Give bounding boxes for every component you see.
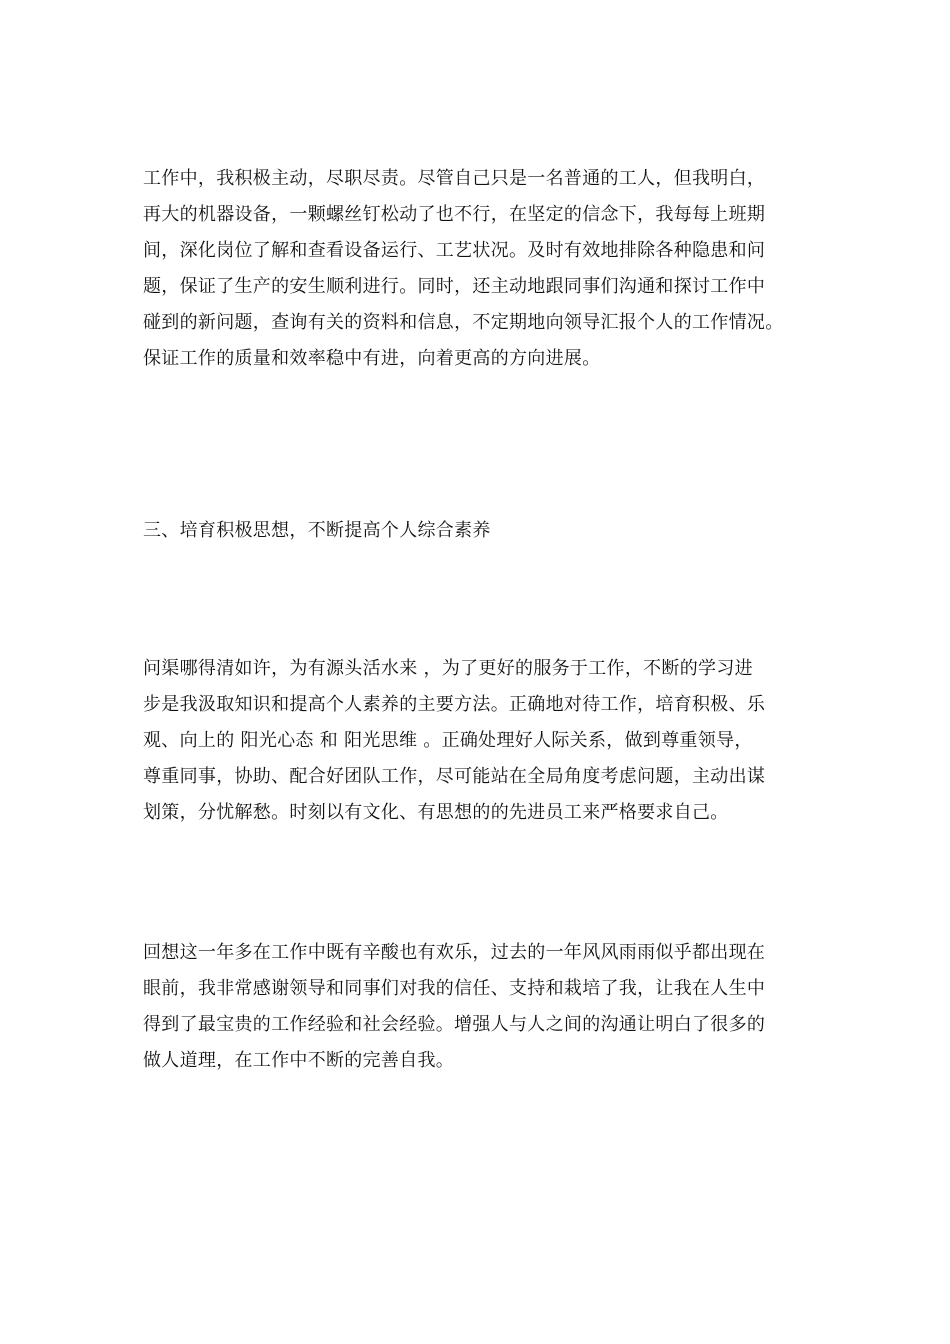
text-line: 再大的机器设备，一颗螺丝钉松动了也不行，在坚定的信念下，我每每上班期 — [143, 204, 766, 225]
text-line: 划策，分忧解愁。时刻以有文化、有思想的的先进员工来严格要求自己。 — [143, 802, 729, 823]
text-line: 观、向上的 阳光心态 和 阳光思维 。正确处理好人际关系，做到尊重领导， — [143, 730, 753, 751]
text-line: 工作中，我积极主动，尽职尽责。尽管自己只是一名普通的工人，但我明白， — [143, 168, 766, 189]
text-line: 问渠哪得清如许，为有源头活水来 ，为了更好的服务于工作，不断的学习进 — [143, 658, 753, 679]
text-line: 步是我汲取知识和提高个人素养的主要方法。正确地对待工作，培育积极、乐 — [143, 694, 766, 715]
text-line: 尊重同事，协助、配合好团队工作，尽可能站在全局角度考虑问题，主动出谋 — [143, 766, 766, 787]
text-line: 眼前，我非常感谢领导和同事们对我的信任、支持和栽培了我，让我在人生中 — [143, 978, 766, 999]
text-line: 回想这一年多在工作中既有辛酸也有欢乐，过去的一年风风雨雨似乎都出现在 — [143, 942, 766, 963]
text-line: 碰到的新问题，查询有关的资料和信息，不定期地向领导汇报个人的工作情况。 — [143, 312, 784, 333]
text-line: 得到了最宝贵的工作经验和社会经验。增强人与人之间的沟通让明白了很多的 — [143, 1014, 766, 1035]
text-line: 保证工作的质量和效率稳中有进，向着更高的方向进展。 — [143, 348, 601, 369]
text-line: 间，深化岗位了解和查看设备运行、工艺状况。及时有效地排除各种隐患和问 — [143, 240, 766, 261]
heading-text: 三、培育积极思想，不断提高个人综合素养 — [143, 520, 491, 541]
text-line: 题，保证了生产的安生顺利进行。同时，还主动地跟同事们沟通和探讨工作中 — [143, 276, 766, 297]
text-line: 做人道理，在工作中不断的完善自我。 — [143, 1050, 455, 1071]
